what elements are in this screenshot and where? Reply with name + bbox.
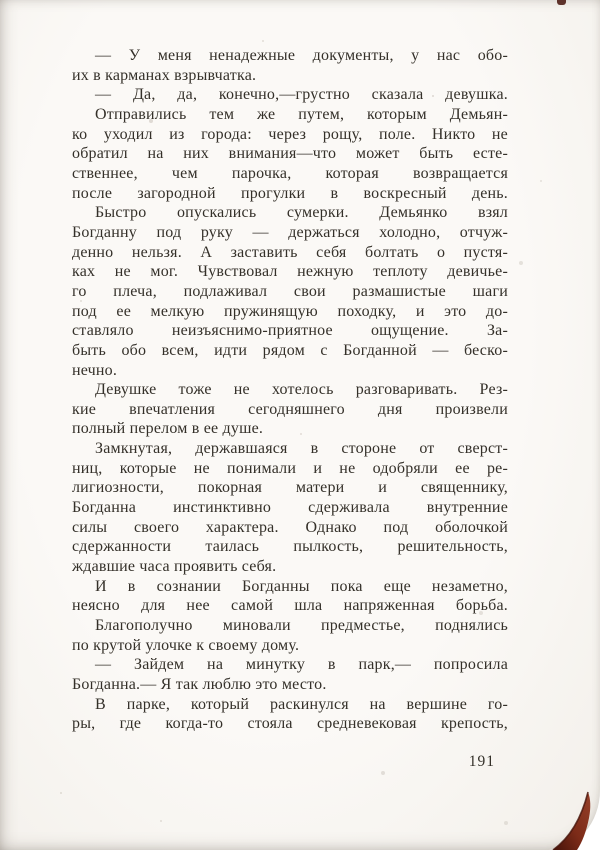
paragraph (72, 380, 508, 439)
text-line: ры, где когда-то стояла средневековая крепость, (72, 715, 508, 733)
text-line: ждавшие часа проявить себя. (72, 558, 277, 576)
page-number: 191 (468, 753, 495, 770)
paragraph (72, 577, 508, 616)
paragraph (72, 616, 508, 655)
paragraph (72, 105, 508, 203)
paragraph (72, 655, 508, 694)
text-line: — У меня ненадежные документы, у нас обо- (95, 47, 508, 64)
book-cover-speck-icon (557, 0, 566, 5)
text-line: Замкнутая, державшаяся в стороне от сверст- (95, 440, 508, 458)
paper-texture-specks (0, 0, 2, 2)
text-line: В парке, который раскинулся на вершине го- (95, 695, 508, 713)
text-line: нечно. (72, 361, 118, 379)
text-line: Быстро опускались сумерки. Демьянко взял (95, 204, 508, 222)
text-line: — Зайдем на минутку в парк,— попросила (95, 656, 508, 674)
text-line: Девушке тоже не хотелось разговаривать. Рез- (95, 381, 508, 399)
paragraph (72, 203, 508, 380)
paragraph (72, 439, 508, 577)
text-line: полный перелом в ее душе. (72, 420, 264, 438)
text-line: ственнее, чем парочка, которая возвращается (72, 164, 508, 182)
text-line: неясно для нее самой шла напряженная борьба. (72, 597, 508, 615)
text-line: лигиозности, покорная матери и священнику, (72, 479, 508, 497)
text-line: И в сознании Богданны пока еще незаметно, (95, 577, 508, 595)
text-line: Благополучно миновали предместье, поднялись (95, 617, 508, 635)
cover-crescent-shape (553, 792, 590, 850)
text-line: силы своего характера. Однако под оболочкой (72, 518, 508, 536)
text-line: Отправились тем же путем, которым Демьян- (95, 105, 508, 123)
text-line: го плеча, подлаживал свои размашистые шаги (72, 282, 508, 300)
text-line: быть обо всем, идти рядом с Богданной — беско- (72, 341, 508, 359)
text-line: под ее мелкую пружинящую походку, и это до- (72, 302, 508, 320)
text-line: ниц, которые не понимали и не одобряли ее ре- (72, 459, 508, 477)
text-line: их в карманах взрывчатка. (72, 66, 257, 84)
paragraph (72, 695, 508, 734)
text-line: ках не мог. Чувствовал нежную теплоту девичье- (72, 263, 508, 281)
text-line: денно нельзя. А заставить себя болтать о пустя- (72, 243, 508, 261)
text-line: после загородной прогулки в воскресный день. (72, 184, 508, 202)
text-line: — Да, да, конечно,—грустно сказала девушка. (95, 86, 508, 104)
text-line: по крутой улочке к своему дому. (72, 636, 300, 654)
text-line: Богданну под руку — держаться холодно, отчуж- (72, 223, 508, 241)
text-line: Богданна инстинктивно сдерживала внутренние (72, 499, 508, 517)
text-line: сдержанности таилась пылкость, решительность, (72, 538, 508, 556)
text-line: кие впечатления сегодняшнего дня произвели (72, 400, 508, 418)
text-line: Богданна.— Я так люблю это место. (72, 676, 327, 693)
text-line: ставляло неизъяснимо-приятное ощущение. За- (72, 322, 508, 340)
paragraph (72, 46, 508, 85)
text-line: обратил на них внимания—что может быть есте- (72, 145, 508, 163)
page-text-block (72, 46, 508, 734)
book-cover-corner (540, 780, 600, 850)
text-line: ко уходил из города: через рощу, поле. Никто не (72, 125, 508, 143)
paragraph (72, 85, 508, 105)
